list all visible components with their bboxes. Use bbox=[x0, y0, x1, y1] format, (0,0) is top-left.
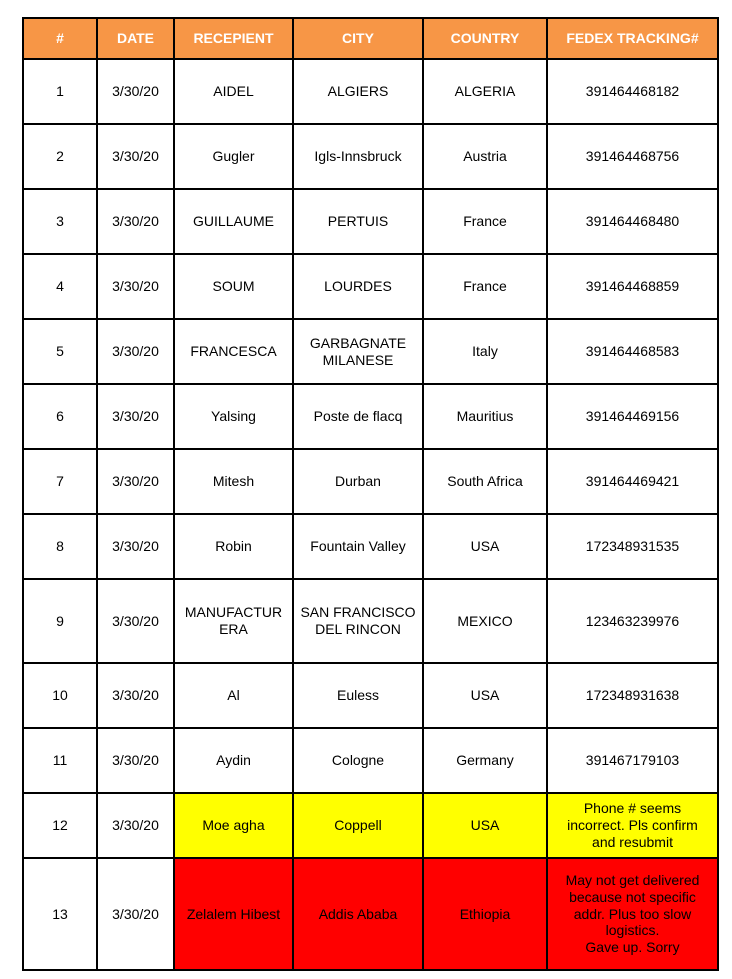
table-row bbox=[23, 59, 718, 124]
row-date: 3/30/20 bbox=[97, 514, 174, 579]
row-tracking: 391464469156 bbox=[547, 384, 718, 449]
header-tracking: FEDEX TRACKING# bbox=[547, 18, 718, 59]
row-city: LOURDES bbox=[293, 254, 423, 319]
table-row bbox=[23, 579, 718, 663]
row-tracking: 123463239976 bbox=[547, 579, 718, 663]
row-number: 7 bbox=[23, 449, 97, 514]
table-row bbox=[23, 384, 718, 449]
table-row bbox=[23, 663, 718, 728]
row-number: 4 bbox=[23, 254, 97, 319]
row-date: 3/30/20 bbox=[97, 384, 174, 449]
header-country: COUNTRY bbox=[423, 18, 547, 59]
row-recipient: Mitesh bbox=[174, 449, 293, 514]
row-tracking-note: Phone # seems incorrect. Pls confirm and resubmit bbox=[547, 793, 718, 858]
row-number: 5 bbox=[23, 319, 97, 384]
row-date: 3/30/20 bbox=[97, 124, 174, 189]
row-recipient: SOUM bbox=[174, 254, 293, 319]
row-city: Fountain Valley bbox=[293, 514, 423, 579]
row-date: 3/30/20 bbox=[97, 663, 174, 728]
table-row bbox=[23, 319, 718, 384]
row-country: Italy bbox=[423, 319, 547, 384]
row-date: 3/30/20 bbox=[97, 59, 174, 124]
table-row bbox=[23, 728, 718, 793]
table-row bbox=[23, 254, 718, 319]
row-city: Poste de flacq bbox=[293, 384, 423, 449]
row-number: 9 bbox=[23, 579, 97, 663]
row-city: Euless bbox=[293, 663, 423, 728]
header-number: # bbox=[23, 18, 97, 59]
row-recipient: AIDEL bbox=[174, 59, 293, 124]
row-city: Durban bbox=[293, 449, 423, 514]
row-recipient: Robin bbox=[174, 514, 293, 579]
row-number: 3 bbox=[23, 189, 97, 254]
row-date: 3/30/20 bbox=[97, 449, 174, 514]
row-recipient: MANUFACTUR ERA bbox=[174, 579, 293, 663]
row-date: 3/30/20 bbox=[97, 579, 174, 663]
row-recipient: Gugler bbox=[174, 124, 293, 189]
row-number: 8 bbox=[23, 514, 97, 579]
row-tracking: 391464468480 bbox=[547, 189, 718, 254]
row-city: Addis Ababa bbox=[293, 858, 423, 970]
table-row-warning bbox=[23, 793, 718, 858]
row-date: 3/30/20 bbox=[97, 793, 174, 858]
header-date: DATE bbox=[97, 18, 174, 59]
row-country: Germany bbox=[423, 728, 547, 793]
row-tracking: 172348931638 bbox=[547, 663, 718, 728]
row-recipient: Zelalem Hibest bbox=[174, 858, 293, 970]
row-number: 12 bbox=[23, 793, 97, 858]
row-city: PERTUIS bbox=[293, 189, 423, 254]
row-number: 10 bbox=[23, 663, 97, 728]
row-recipient: Yalsing bbox=[174, 384, 293, 449]
row-recipient: Moe agha bbox=[174, 793, 293, 858]
row-tracking: 391464468583 bbox=[547, 319, 718, 384]
row-number: 13 bbox=[23, 858, 97, 970]
row-date: 3/30/20 bbox=[97, 319, 174, 384]
table-row bbox=[23, 449, 718, 514]
row-city: ALGIERS bbox=[293, 59, 423, 124]
row-country: Austria bbox=[423, 124, 547, 189]
row-tracking-note: May not get delivered because not specific addr. Plus too slow logistics. Gave up. Sorry bbox=[547, 858, 718, 970]
row-city: Cologne bbox=[293, 728, 423, 793]
row-tracking: 391464468756 bbox=[547, 124, 718, 189]
row-tracking: 391464469421 bbox=[547, 449, 718, 514]
row-city: GARBAGNATE MILANESE bbox=[293, 319, 423, 384]
table-row bbox=[23, 189, 718, 254]
row-country: ALGERIA bbox=[423, 59, 547, 124]
row-tracking: 172348931535 bbox=[547, 514, 718, 579]
row-country: USA bbox=[423, 663, 547, 728]
row-city: SAN FRANCISCO DEL RINCON bbox=[293, 579, 423, 663]
row-number: 6 bbox=[23, 384, 97, 449]
row-country: Mauritius bbox=[423, 384, 547, 449]
row-date: 3/30/20 bbox=[97, 254, 174, 319]
row-city: Igls-Innsbruck bbox=[293, 124, 423, 189]
header-recipient: RECEPIENT bbox=[174, 18, 293, 59]
row-recipient: Al bbox=[174, 663, 293, 728]
row-number: 1 bbox=[23, 59, 97, 124]
row-country: France bbox=[423, 254, 547, 319]
row-tracking: 391467179103 bbox=[547, 728, 718, 793]
row-date: 3/30/20 bbox=[97, 189, 174, 254]
table-row-failed bbox=[23, 858, 718, 970]
row-recipient: FRANCESCA bbox=[174, 319, 293, 384]
row-country: Ethiopia bbox=[423, 858, 547, 970]
row-date: 3/30/20 bbox=[97, 858, 174, 970]
row-number: 2 bbox=[23, 124, 97, 189]
header-city: CITY bbox=[293, 18, 423, 59]
table-row bbox=[23, 514, 718, 579]
row-country: USA bbox=[423, 793, 547, 858]
row-date: 3/30/20 bbox=[97, 728, 174, 793]
row-city: Coppell bbox=[293, 793, 423, 858]
row-number: 11 bbox=[23, 728, 97, 793]
row-country: MEXICO bbox=[423, 579, 547, 663]
row-recipient: GUILLAUME bbox=[174, 189, 293, 254]
row-country: France bbox=[423, 189, 547, 254]
header-row bbox=[23, 18, 718, 59]
row-recipient: Aydin bbox=[174, 728, 293, 793]
row-country: South Africa bbox=[423, 449, 547, 514]
shipments-table bbox=[22, 17, 719, 971]
row-country: USA bbox=[423, 514, 547, 579]
table-row bbox=[23, 124, 718, 189]
row-tracking: 391464468182 bbox=[547, 59, 718, 124]
row-tracking: 391464468859 bbox=[547, 254, 718, 319]
